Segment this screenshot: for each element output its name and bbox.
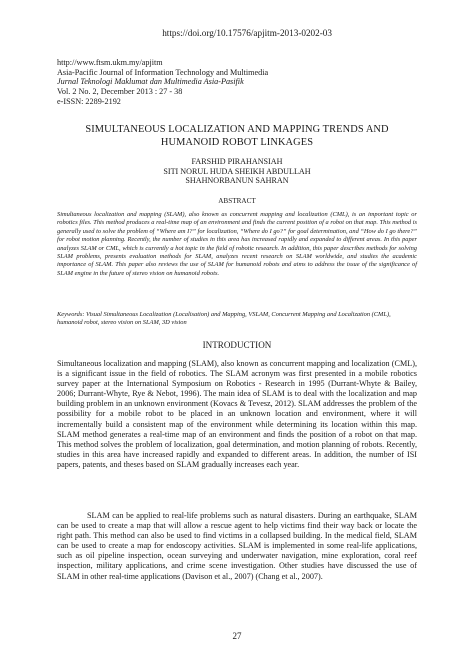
body-paragraph-1: Simultaneous localization and mapping (SLAM), also known as concurrent mapping and localization (CML), is a significant issue in the field of robotics. The SLAM acronym was first presented in a mobile robotics survey paper at the International Symposium on Robotics - Research in 1995 (Durrant-Whyte & Bailey, 2006; Durrant-Whyte, Rye & Nebot, 1996). The main idea of SLAM is to deal with the localization and map building problem in an unknown environment (Kovacs & Tevesz, 2012). SLAM addresses the problem of the possibility for a mobile robot to be placed in an unknown location and environment, where it will incrementally build a consistent map of the environment while determining its location within this map. SLAM method generates a real-time map of an environment and finds the position of a robot on that map. This method solves the problem of localization, goal determination, and motion planning of robots. Recently, studies in this area have increased rapidly and expanded to different areas. In addition, the number of ISI papers, patents, and theses based on SLAM gradually increases each year. [57, 359, 417, 469]
journal-volume: Vol. 2 No. 2, December 2013 : 27 - 38 [57, 87, 183, 97]
paper-title [40, 124, 434, 149]
journal-name-en: Asia-Pacific Journal of Information Technology and Multimedia [57, 67, 269, 77]
abstract-heading: ABSTRACT [218, 197, 256, 205]
journal-name-ms: Jurnal Teknologi Maklumat dan Multimedia Asia-Pasifik [57, 77, 244, 87]
author-2: SITI NORUL HUDA SHEIKH ABDULLAH [163, 166, 311, 176]
paper-title-line-1: SIMULTANEOUS LOCALIZATION AND MAPPING TRENDS AND [85, 124, 389, 135]
keywords: Keywords: Visual Simultaneous Localization (Localisation) and Mapping, VSLAM, Concurrent Mapping and Localization (CML), humanoid robot, stereo vision on SLAM, 3D vision [57, 311, 391, 327]
abstract-text: Simultaneous localization and mapping (SLAM), also known as concurrent mapping and localization (CML), is an important topic or robotics files. This method produces a real-time map of an environment and finds the current position of a robot on that map. This method is generally used to solve the problem of “Where am I?” for localization, “Where do I go?” for goal determination, and “How do I go there?” for robot motion planning. Recently, the number of studies in this area has increased rapidly and expanded to different areas. In this paper analyzes SLAM or CML, which is currently a hot topic in the field of robotic research. In addition, this paper describes methods for solving SLAM problems, presents evaluation methods for SLAM, analyzes recent research on SLAM worldwide, and studies the academic importance of SLAM. This paper also reviews the use of SLAM for humanoid robots and aims to address the issue of the significance of SLAM engine in the future of stereo vision on humanoid robots. [57, 211, 417, 277]
body-paragraph-2: SLAM can be applied to real-life problems such as natural disasters. During an earthquake, SLAM can be used to create a map that will allow a rescue agent to help victims find their way back or locate the right path. This method can also be used to find victims in a collapsed building. In the medical field, SLAM can be used to create a map for endoscopy activities. SLAM is implemented in some real-life applications, such as oil pipeline inspection, ocean surveying and underwater navigation, mine exploration, coral reef inspection, military applications, and crime scene investigation. Other studies have discussed the use of SLAM in other real-time applications (Davison et al., 2007) (Chang et al., 2007). [57, 511, 417, 581]
author-1: FARSHID PIRAHANSIAH [191, 157, 283, 166]
author-3: SHAHNORBANUN SAHRAN [185, 176, 289, 186]
journal-header [57, 58, 268, 107]
journal-eissn: e-ISSN: 2289-2192 [57, 96, 121, 106]
doi-link[interactable]: https://doi.org/10.17576/apjitm-2013-0202-03 [162, 28, 332, 38]
paper-title-line-2: HUMANOID ROBOT LINKAGES [160, 136, 314, 148]
author-list [40, 157, 434, 186]
journal-url[interactable]: http://www.ftsm.ukm.my/apjitm [57, 58, 163, 67]
section-heading-introduction: INTRODUCTION [202, 340, 272, 350]
page-number: 27 [232, 631, 242, 641]
